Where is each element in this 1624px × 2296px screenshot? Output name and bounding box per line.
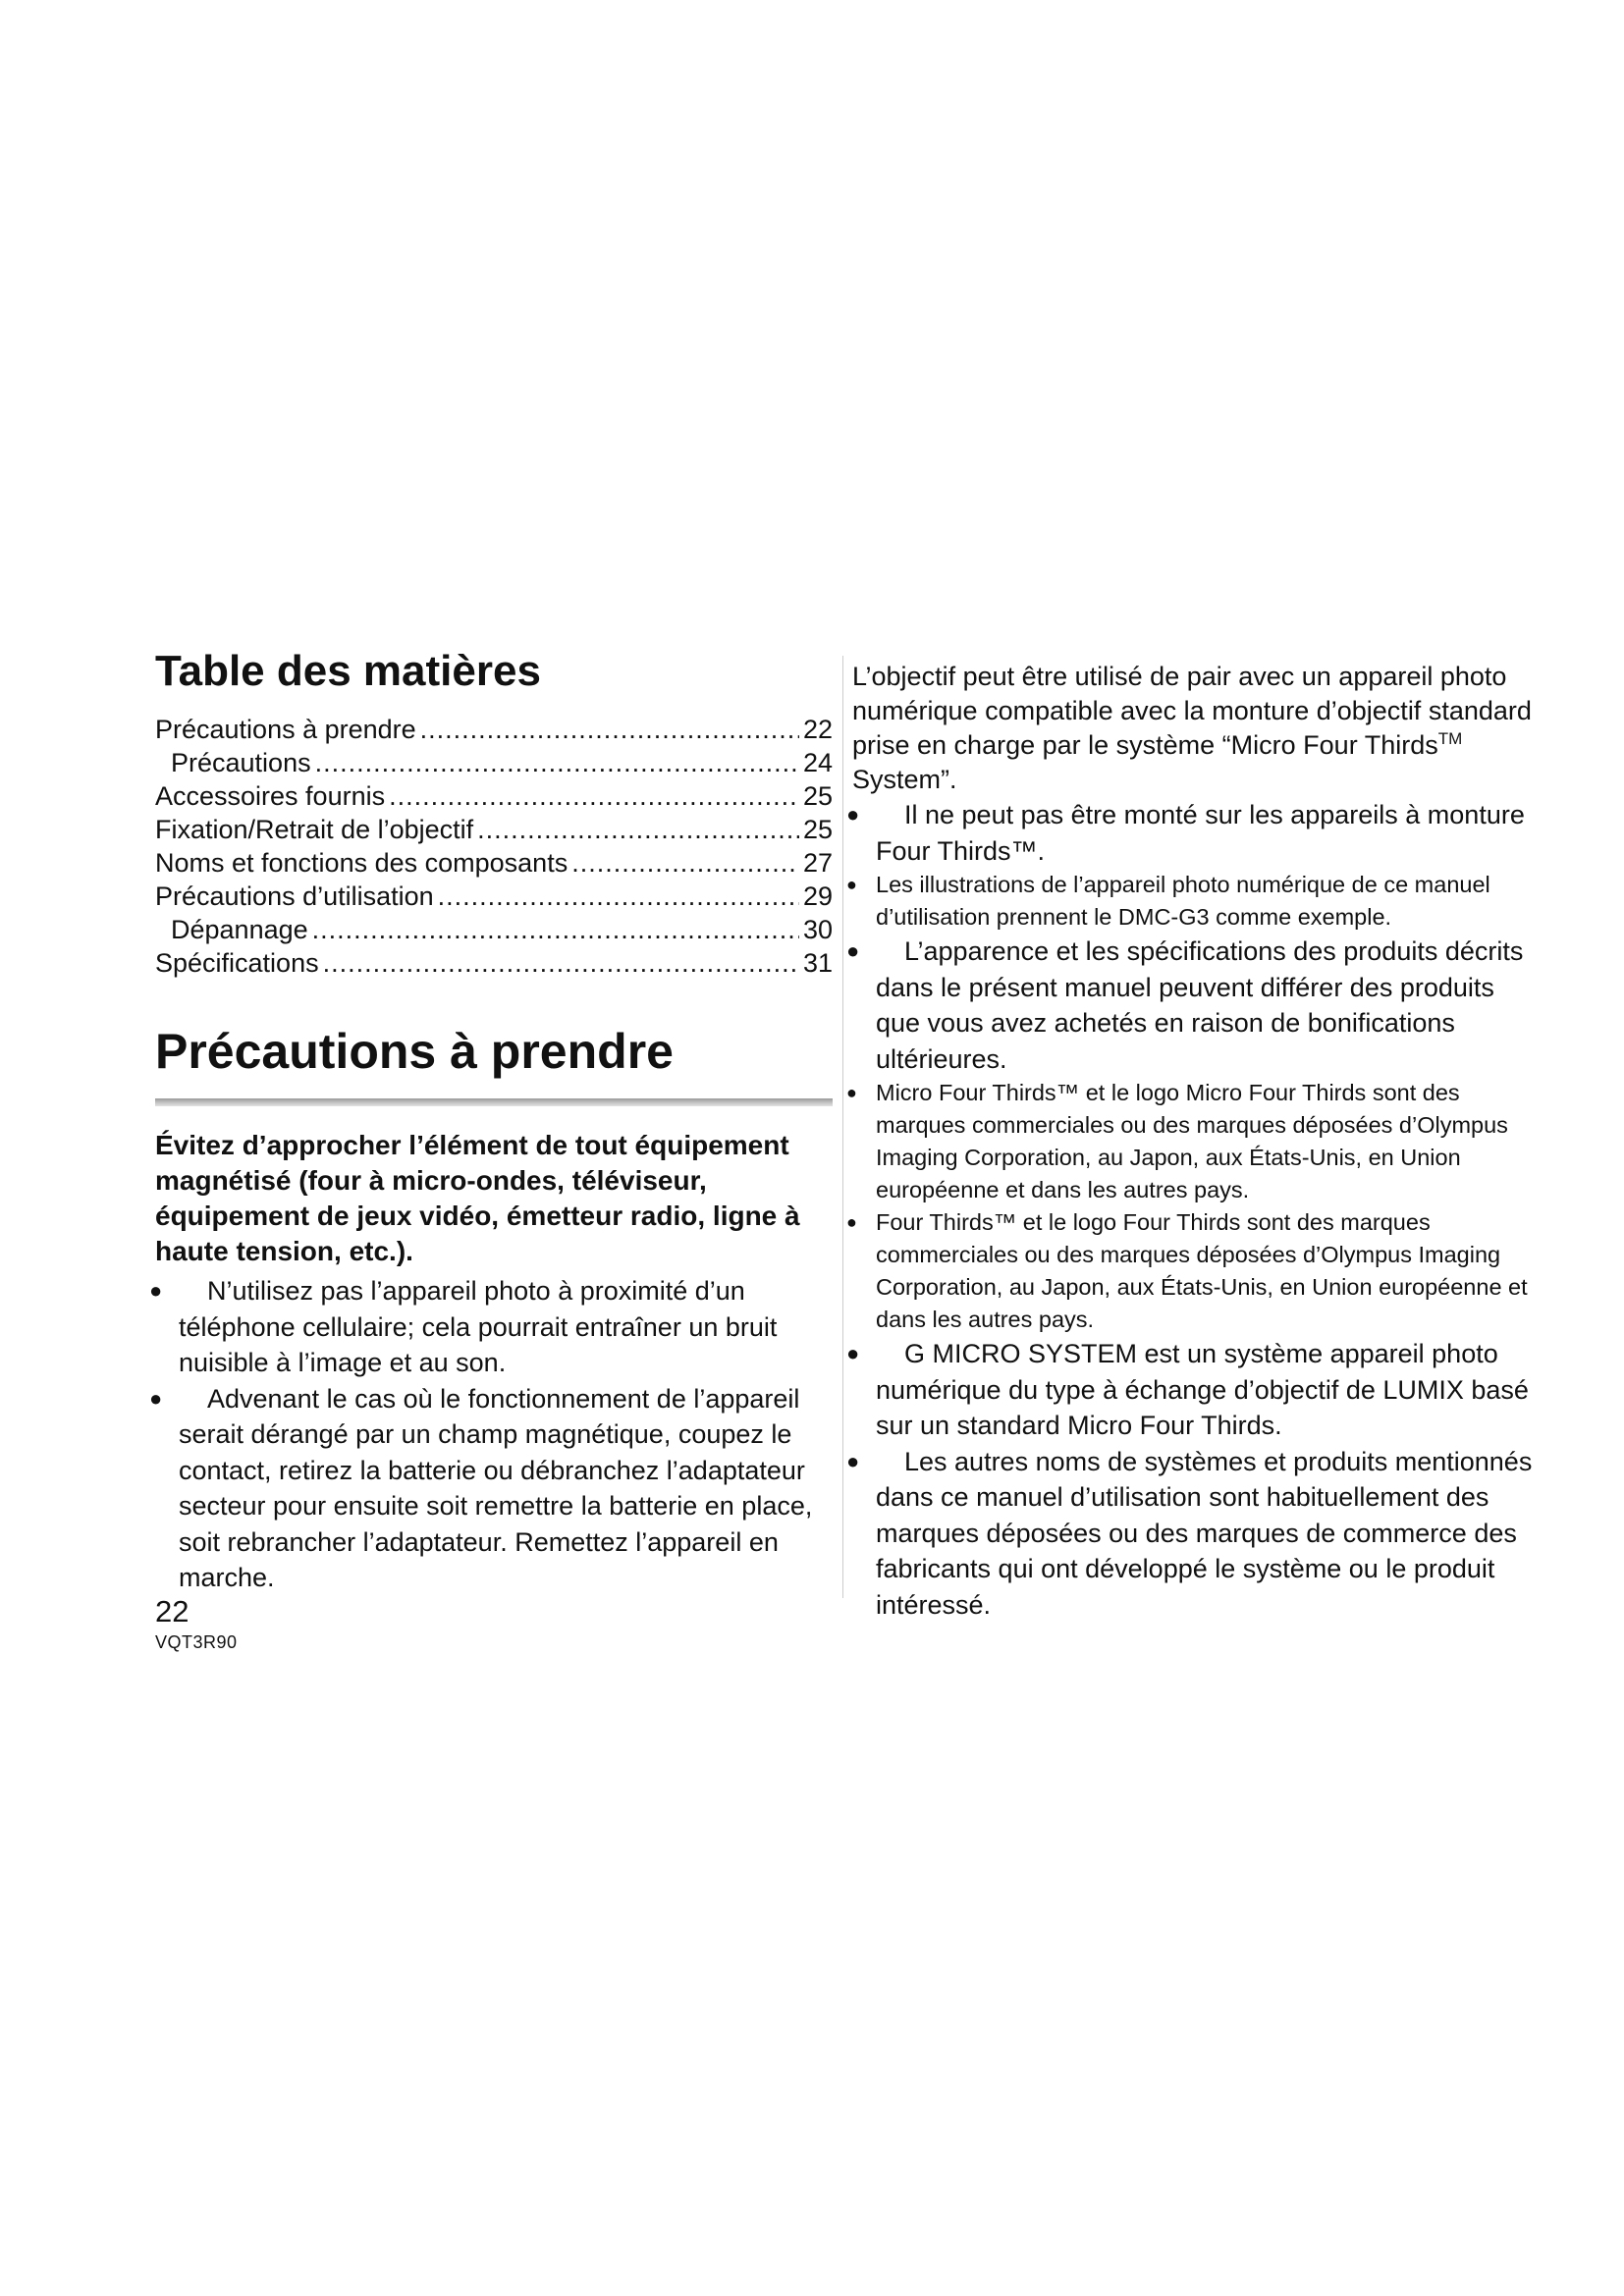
column-divider — [842, 656, 843, 1598]
list-item-text: N’utilisez pas l’appareil photo à proximité d’un téléphone cellulaire; cela pourrait entraîner un bruit nuisible à l’image et au son. — [179, 1276, 778, 1378]
toc-entry-page: 24 — [802, 748, 833, 778]
notes-list — [846, 797, 1540, 1623]
list-item-text: Les illustrations de l’appareil photo numérique de ce manuel d’utilisation prennent le DMC-G3 comme exemple. — [876, 872, 1490, 930]
toc-leader-dots — [571, 846, 799, 880]
list-item — [846, 934, 1540, 1077]
list-item — [846, 1206, 1540, 1336]
toc-entry[interactable] — [155, 946, 833, 980]
list-item — [846, 797, 1540, 869]
bullet-icon: ● — [846, 1341, 860, 1365]
toc-entry-label: Spécifications — [155, 948, 319, 979]
list-item-text: Il ne peut pas être monté sur les appareils à monture Four Thirds™. — [876, 800, 1525, 866]
toc-entry-label: Précautions d’utilisation — [155, 881, 434, 912]
section-title: Précautions à prendre — [155, 1024, 674, 1080]
list-item-text: L’apparence et les spécifications des produits décrits dans le présent manuel peuvent différer des produits que vous avez achetés en raison de bonifications ultérieures. — [876, 936, 1524, 1074]
bullet-icon: ● — [846, 802, 860, 827]
bullet-icon: ● — [846, 1212, 857, 1232]
toc-entry[interactable] — [155, 913, 833, 946]
left-column — [149, 647, 833, 1596]
list-item — [149, 1273, 833, 1381]
toc-leader-dots — [438, 880, 799, 913]
list-item — [846, 1336, 1540, 1444]
toc-entry-page: 27 — [802, 848, 833, 879]
list-item-text: G MICRO SYSTEM est un système appareil photo numérique du type à échange d’objectif de LUMIX basé sur un standard Micro Four Thirds. — [876, 1339, 1529, 1440]
toc-entry-label: Précautions — [171, 748, 311, 778]
bullet-icon: ● — [846, 1448, 860, 1473]
magnetic-warning: Évitez d’approcher l’élément de tout équipement magnétisé (four à micro-ondes, téléviseur, équipement de jeux vidéo, émetteur radio, ligne à haute tension, etc.). — [155, 1130, 800, 1267]
toc-entry[interactable] — [155, 779, 833, 813]
list-item-text: Les autres noms de systèmes et produits mentionnés dans ce manuel d’utilisation sont habituellement des marques déposées ou des marques de commerce des fabricants qui ont développé le système ou le produit intéressé. — [876, 1446, 1533, 1620]
bullet-icon: ● — [149, 1385, 163, 1411]
toc-entry-label: Accessoires fournis — [155, 781, 386, 812]
toc-list — [155, 713, 833, 980]
toc-entry-page: 31 — [802, 948, 833, 979]
toc-entry[interactable] — [155, 813, 833, 846]
list-item — [846, 1444, 1540, 1624]
list-item-text: Advenant le cas où le fonctionnement de l’appareil serait dérangé par un champ magnétique, coupez le contact, retirez la batterie ou débranchez l’adaptateur secteur pour ensuite soit remettre la batterie en place, soit rebrancher l’adaptateur. Remettez l’appareil en marche. — [179, 1383, 813, 1593]
bullet-icon: ● — [149, 1278, 163, 1304]
toc-entry-page: 25 — [802, 781, 833, 812]
toc-entry[interactable] — [155, 713, 833, 746]
toc-leader-dots — [323, 946, 799, 980]
toc-entry-label: Fixation/Retrait de l’objectif — [155, 815, 474, 845]
toc-entry-label: Dépannage — [171, 915, 308, 945]
document-code: VQT3R90 — [155, 1632, 238, 1652]
list-item-text: Four Thirds™ et le logo Four Thirds sont des marques commerciales ou des marques déposées d’Olympus Imaging Corporation, au Japon, aux États-Unis, en Union européenne et dans les autres pays. — [876, 1209, 1528, 1332]
toc-title: Table des matières — [155, 647, 541, 695]
toc-leader-dots — [420, 713, 799, 746]
toc-leader-dots — [315, 746, 799, 779]
warning-bullets — [149, 1273, 833, 1596]
list-item-text: Micro Four Thirds™ et le logo Micro Four Thirds sont des marques commerciales ou des marques déposées d’Olympus Imaging Corporation, au Japon, aux États-Unis, en Union européenne et dans les autres pays. — [876, 1080, 1508, 1202]
list-item — [149, 1381, 833, 1596]
trademark-mark: TM — [1437, 729, 1463, 748]
toc-entry-page: 29 — [802, 881, 833, 912]
right-column — [846, 660, 1540, 1623]
toc-entry-page: 30 — [802, 915, 833, 945]
bullet-icon: ● — [846, 875, 857, 894]
toc-leader-dots — [312, 913, 799, 946]
intro-text: L’objectif peut être utilisé de pair avec un appareil photo numérique compatible avec la monture d’objectif standard prise en charge par le système “Micro Four Thirds — [852, 662, 1532, 760]
toc-entry-page: 22 — [802, 715, 833, 745]
toc-leader-dots — [389, 779, 799, 813]
section-divider — [155, 1098, 833, 1106]
intro-text-end: System”. — [852, 765, 957, 794]
toc-entry[interactable] — [155, 746, 833, 779]
toc-entry-label: Précautions à prendre — [155, 715, 416, 745]
bullet-icon: ● — [846, 1083, 857, 1102]
toc-leader-dots — [477, 813, 799, 846]
list-item — [846, 1077, 1540, 1206]
toc-entry[interactable] — [155, 880, 833, 913]
bullet-icon: ● — [846, 938, 860, 963]
intro-paragraph — [852, 660, 1540, 797]
list-item — [846, 869, 1540, 934]
toc-entry-page: 25 — [802, 815, 833, 845]
toc-entry-label: Noms et fonctions des composants — [155, 848, 568, 879]
toc-entry[interactable] — [155, 846, 833, 880]
page-number: 22 — [155, 1594, 189, 1629]
